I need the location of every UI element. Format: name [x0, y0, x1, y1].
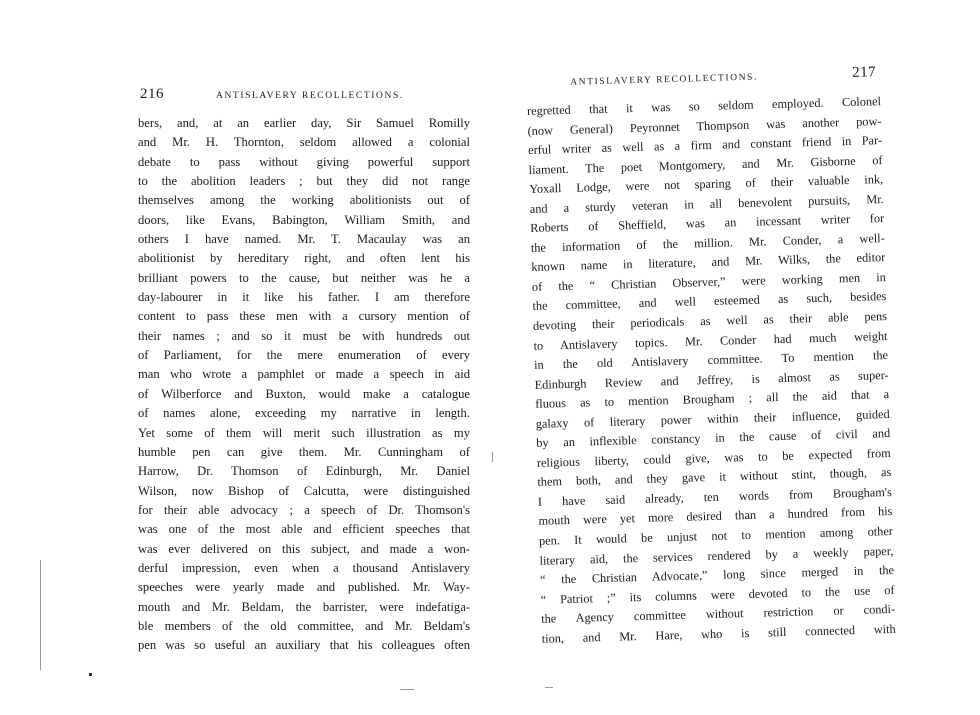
- text-line: by an inflexible constancy in the cause of civil and: [536, 426, 891, 451]
- right-page-number: 217: [851, 64, 877, 81]
- left-margin-scan-mark: [40, 560, 41, 670]
- text-line: Edinburgh Review and Jeffrey, is almost as super-: [534, 367, 889, 392]
- text-line: Wilson, now Bishop of Calcutta, were distinguished: [138, 483, 470, 498]
- text-line: content to pass these men with a cursory mention of: [138, 309, 470, 324]
- text-line: and a sturdy veteran in all benevolent pursuits, Mr.: [529, 191, 884, 216]
- text-line: of Parliament, for the mere enumeration of every: [138, 348, 470, 363]
- text-line: brilliant powers to the cause, but neither was he a: [138, 270, 470, 285]
- left-page-body: [138, 114, 470, 656]
- left-page: [138, 86, 470, 656]
- text-line: (now General) Peyronnet Thompson was another pow-: [527, 113, 882, 138]
- bottom-scan-dash: [400, 689, 414, 690]
- text-line: fluous as to mention Brougham ; all the aid that a: [535, 387, 890, 412]
- text-line: known name in literature, and Mr. Wilks, the editor: [531, 250, 886, 275]
- right-running-head: ANTISLAVERY RECOLLECTIONS.: [570, 72, 759, 88]
- text-line: humble pen can give them. Mr. Cunningham of: [138, 444, 470, 459]
- text-line: bers, and, at an earlier day, Sir Samuel Romilly: [138, 116, 470, 130]
- right-page: [526, 64, 896, 649]
- text-line: and Mr. H. Thornton, seldom allowed a colonial: [138, 135, 470, 150]
- text-line: Roberts of Sheffield, was an incessant writer for: [530, 211, 885, 236]
- text-line: erful writer as well as a firm and constant friend in Par-: [527, 133, 883, 158]
- text-line: of Wilberforce and Buxton, would make a catalogue: [138, 386, 470, 401]
- text-line: “ Patriot ;” its columns were devoted to the use of: [540, 582, 895, 607]
- text-line: mouth were yet more desired than a hundred from his: [538, 504, 893, 529]
- text-line: I have said already, ten words from Brougham's: [537, 484, 893, 509]
- text-line: day-labourer in it like his father. I am therefore: [138, 290, 470, 305]
- text-line: was ever delivered on this subject, and made a won-: [138, 541, 470, 556]
- corner-dot: [89, 673, 92, 676]
- text-line: man who wrote a pamphlet or made a speech in aid: [138, 367, 470, 382]
- right-page-header: [526, 64, 880, 96]
- text-line: religious liberty, could give, was to be expected from: [536, 445, 891, 470]
- text-line: speeches were yearly made and published. Mr. Way-: [138, 580, 470, 595]
- text-line: Yet some of them will merit such illustration as my: [138, 425, 470, 440]
- text-line: liament. The poet Montgomery, and Mr. Gisborne of: [528, 152, 883, 177]
- bottom-scan-dash: [545, 687, 553, 688]
- text-line: ble members of the old committee, and Mr. Beldam's: [138, 618, 470, 633]
- text-line: galaxy of literary power within their influence, guided: [535, 406, 890, 431]
- text-line: in the old Antislavery committee. To mention the: [533, 348, 889, 372]
- text-line: abolitionist by hereditary right, and often lent his: [138, 251, 470, 266]
- text-line: themselves among the working abolitionists out of: [138, 193, 470, 208]
- text-line: pen. It would be unjust not to mention among other: [538, 523, 894, 548]
- text-line: the information of the million. Mr. Conder, a well-: [530, 230, 885, 255]
- left-page-header: [138, 86, 470, 108]
- text-line: to the abolition leaders ; but they did not range: [138, 174, 470, 189]
- text-line: devoting their periodicals as well as their able pens: [532, 309, 888, 333]
- text-line: Harrow, Dr. Thomson of Edinburgh, Mr. Daniel: [138, 464, 470, 479]
- text-line: doors, like Evans, Babington, William Smith, and: [138, 212, 470, 227]
- text-line: debate to pass without giving powerful support: [138, 154, 470, 169]
- text-line: their names ; and so it must be with hundreds out: [138, 328, 470, 343]
- text-line: the committee, and well esteemed as such, besides: [532, 289, 887, 314]
- text-line: “ the Christian Advocate,” long since merged in the: [539, 563, 895, 587]
- text-line: of names alone, exceeding my narrative in length.: [138, 406, 470, 421]
- text-line: regretted that it was so seldom employed. Colonel: [526, 94, 882, 118]
- text-line: derful impression, even when a thousand Antislavery: [138, 560, 470, 575]
- right-page-body: [527, 92, 896, 649]
- left-page-number: 216: [140, 86, 164, 102]
- text-line: others I have named. Mr. T. Macaulay was an: [138, 232, 470, 247]
- text-line: Yoxall Lodge, were not sparing of their valuable ink,: [529, 172, 884, 197]
- text-line: tion, and Mr. Hare, who is still connected with: [541, 621, 896, 646]
- text-line: of the “ Christian Observer,” were working men in: [531, 269, 887, 294]
- gutter-scan-mark: [492, 452, 493, 462]
- text-line: was one of the most able and efficient speeches that: [138, 522, 470, 537]
- text-line: the Agency committee without restriction or condi-: [541, 602, 896, 627]
- left-running-head: ANTISLAVERY RECOLLECTIONS.: [216, 91, 404, 101]
- text-line: to Antislavery topics. Mr. Conder had much weight: [533, 328, 888, 353]
- text-line: pen was so useful an auxiliary that his colleagues often: [138, 638, 470, 653]
- text-line: literary aid, the services rendered by a weekly paper,: [539, 543, 894, 568]
- text-line: mouth and Mr. Beldam, the barrister, were indefatiga-: [138, 599, 470, 614]
- text-line: them both, and they gave it without stint, though, as: [537, 465, 892, 490]
- text-line: for their able advocacy ; a speech of Dr. Thomson's: [138, 502, 470, 517]
